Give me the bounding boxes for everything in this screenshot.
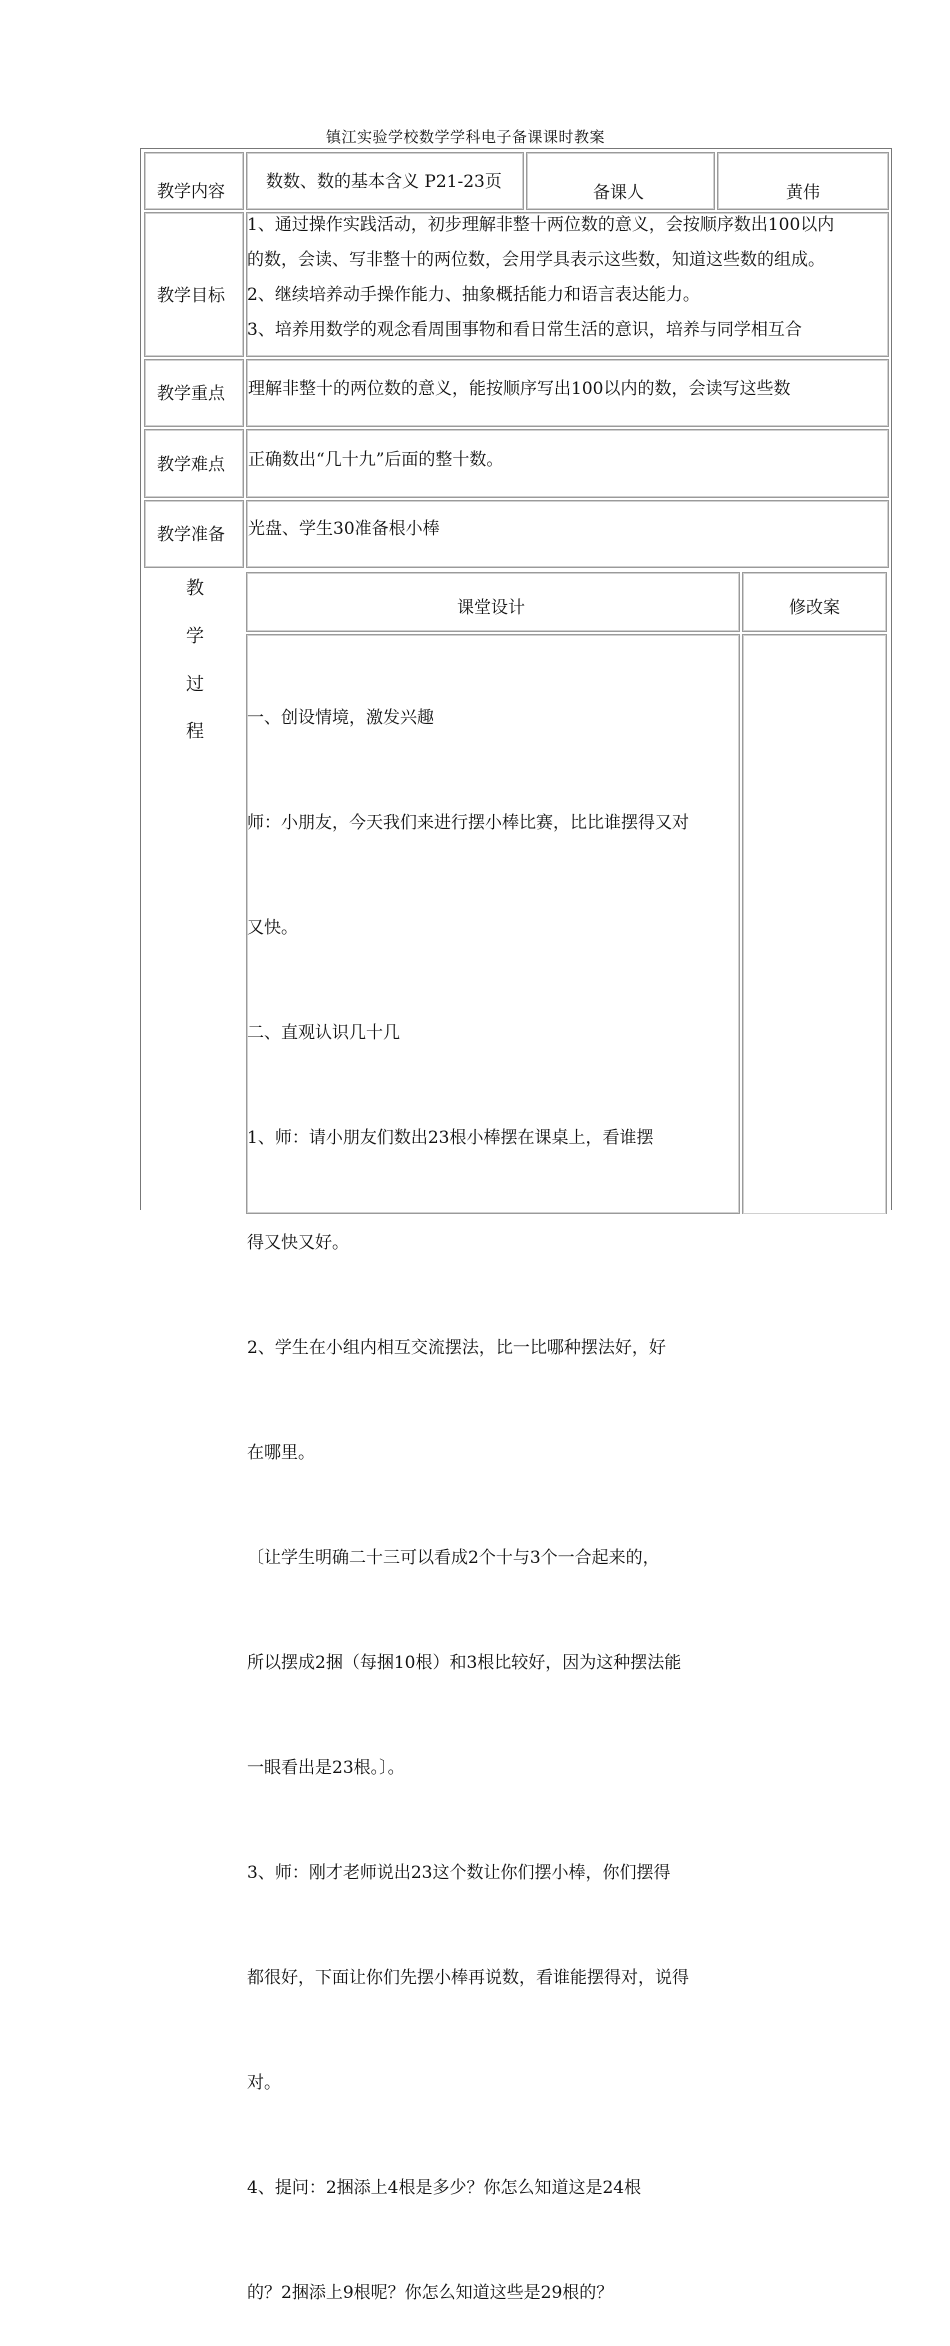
design-line: 2、学生在小组内相互交流摆法，比一比哪种摆法好，好	[247, 1338, 666, 1358]
goals-text	[247, 208, 834, 348]
design-line: 又快。	[247, 918, 298, 938]
preparation-label: 教学准备	[157, 525, 225, 545]
goal-line: 1、通过操作实践活动，初步理解非整十两位数的意义，会按顺序数出100以内	[247, 215, 835, 235]
document-title: 镇江实验学校数学学科电子备课课时教案	[326, 128, 606, 146]
key-points-text: 理解非整十的两位数的意义，能按顺序写出100以内的数，会读写这些数	[248, 379, 791, 399]
content-label: 教学内容	[157, 182, 225, 202]
preparation-text: 光盘、学生30准备根小棒	[248, 519, 440, 539]
design-line: 对。	[247, 2073, 281, 2093]
process-label-char: 过	[186, 674, 204, 695]
design-line: 师：小朋友，今天我们来进行摆小棒比赛，比比谁摆得又对	[247, 813, 689, 833]
revision-content-cell	[742, 634, 887, 1214]
design-line: 〔让学生明确二十三可以看成2个十与3个一合起来的，	[247, 1548, 660, 1568]
design-line: 一、创设情境，激发兴趣	[247, 708, 434, 728]
preparer-name: 黄伟	[786, 183, 820, 203]
goal-line: 2、继续培养动手操作能力、抽象概括能力和语言表达能力。	[247, 285, 700, 305]
design-line: 1、师：请小朋友们数出23根小棒摆在课桌上，看谁摆	[247, 1128, 654, 1148]
difficulties-text: 正确数出“几十九”后面的整十数。	[248, 450, 504, 470]
design-line: 一眼看出是23根。〕。	[247, 1758, 405, 1778]
design-line: 3、师：刚才老师说出23这个数让你们摆小棒，你们摆得	[247, 1863, 671, 1883]
design-line: 所以摆成2捆（每捆10根）和3根比较好，因为这种摆法能	[247, 1653, 682, 1673]
key-points-label: 教学重点	[157, 384, 225, 404]
goal-line: 的数，会读、写非整十的两位数，会用学具表示这些数，知道这些数的组成。	[247, 250, 825, 270]
process-label-char: 程	[186, 721, 204, 742]
design-line: 的？2捆添上9根呢？你怎么知道这些是29根的？	[247, 2283, 614, 2303]
design-text	[247, 631, 689, 2346]
process-label-char: 教	[186, 578, 204, 599]
design-line: 在哪里。	[247, 1443, 315, 1463]
goal-line: 3、培养用数学的观念看周围事物和看日常生活的意识，培养与同学相互合	[247, 320, 802, 340]
content-value: 数数、数的基本含义 P21-23页	[266, 172, 502, 192]
goals-label: 教学目标	[157, 286, 225, 306]
design-line: 都很好，下面让你们先摆小棒再说数，看谁能摆得对，说得	[247, 1968, 689, 1988]
design-line: 得又快又好。	[247, 1233, 349, 1253]
design-header: 课堂设计	[457, 598, 525, 618]
difficulties-label: 教学难点	[157, 455, 225, 475]
revision-header: 修改案	[789, 598, 840, 618]
preparer-label: 备课人	[593, 183, 644, 203]
design-line: 4、提问：2捆添上4根是多少？你怎么知道这是24根	[247, 2178, 642, 2198]
design-line: 二、直观认识几十几	[247, 1023, 400, 1043]
process-label-char: 学	[186, 626, 204, 647]
